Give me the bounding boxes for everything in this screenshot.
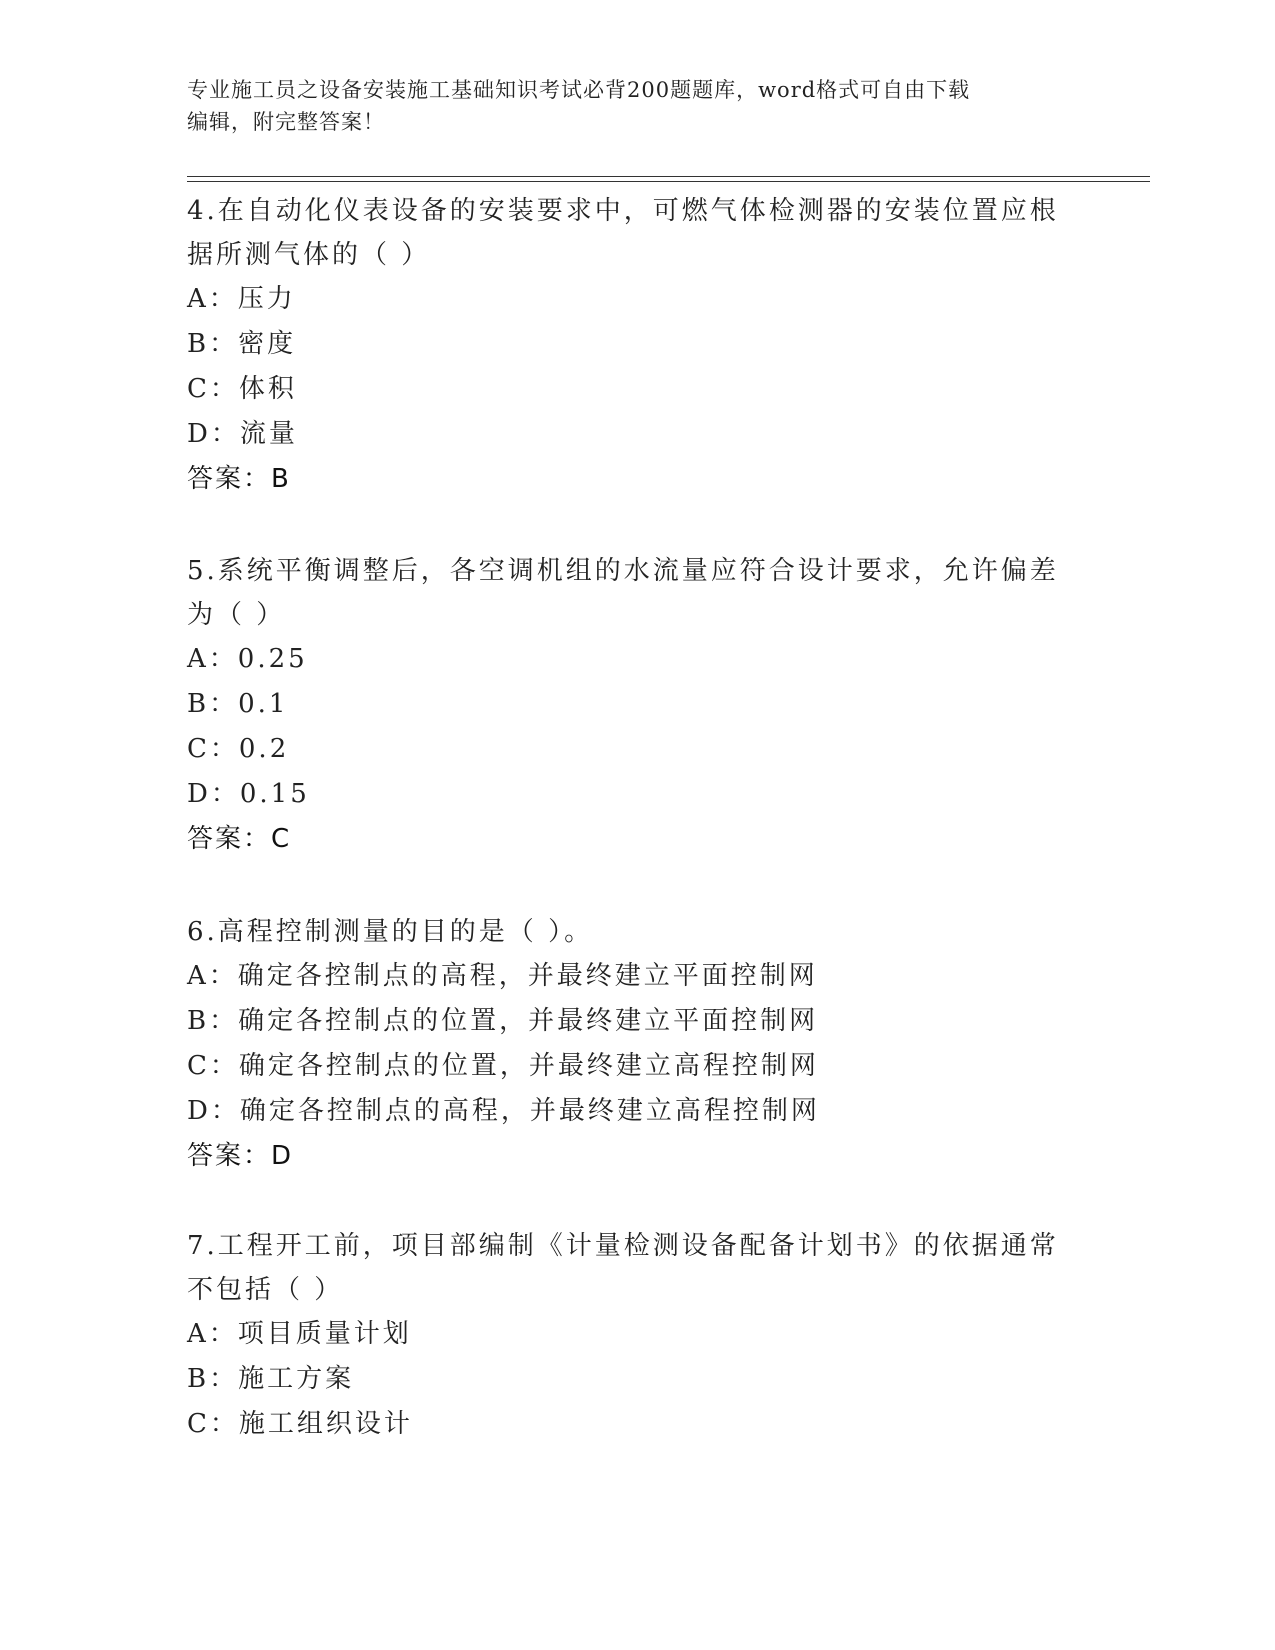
option-b: B：施工方案 <box>187 1364 355 1394</box>
answer: 答案：B <box>187 464 291 494</box>
option-a: A：确定各控制点的高程，并最终建立平面控制网 <box>187 961 818 991</box>
option-b: B：密度 <box>187 329 297 359</box>
option-c: C：确定各控制点的位置，并最终建立高程控制网 <box>187 1051 819 1081</box>
question-6 <box>187 910 1087 1178</box>
option-c: C：0.2 <box>187 734 290 764</box>
header-divider-top <box>187 176 1150 177</box>
question-stem-continued: 为（ ） <box>187 600 286 630</box>
header-line-1: 专业施工员之设备安装施工基础知识考试必背200题题库，word格式可自由下载 <box>187 78 971 102</box>
question-stem-continued: 不包括（ ） <box>187 1275 344 1305</box>
header-line-2: 编辑，附完整答案！ <box>187 110 385 134</box>
header-divider-bottom <box>187 181 1150 182</box>
option-a: A：压力 <box>187 284 296 314</box>
answer: 答案：C <box>187 824 292 854</box>
option-d: D：流量 <box>187 419 298 449</box>
document-header <box>187 74 1067 138</box>
option-d: D：确定各控制点的高程，并最终建立高程控制网 <box>187 1096 820 1126</box>
option-c: C：施工组织设计 <box>187 1409 413 1439</box>
question-4 <box>187 189 1087 501</box>
question-7 <box>187 1224 1087 1447</box>
question-stem: 4.在自动化仪表设备的安装要求中，可燃气体检测器的安装位置应根 <box>187 196 1059 226</box>
option-b: B：确定各控制点的位置，并最终建立平面控制网 <box>187 1006 819 1036</box>
option-a: A：项目质量计划 <box>187 1319 412 1349</box>
question-stem-continued: 据所测气体的（ ） <box>187 240 431 270</box>
answer: 答案：D <box>187 1141 294 1171</box>
question-5 <box>187 549 1087 861</box>
option-b: B：0.1 <box>187 689 289 719</box>
option-a: A：0.25 <box>187 644 308 674</box>
question-stem: 5.系统平衡调整后，各空调机组的水流量应符合设计要求，允许偏差 <box>187 556 1059 586</box>
question-stem: 6.高程控制测量的目的是（ ）。 <box>187 917 594 947</box>
question-stem: 7.工程开工前，项目部编制《计量检测设备配备计划书》的依据通常 <box>187 1231 1059 1261</box>
option-c: C：体积 <box>187 374 297 404</box>
option-d: D：0.15 <box>187 779 310 809</box>
